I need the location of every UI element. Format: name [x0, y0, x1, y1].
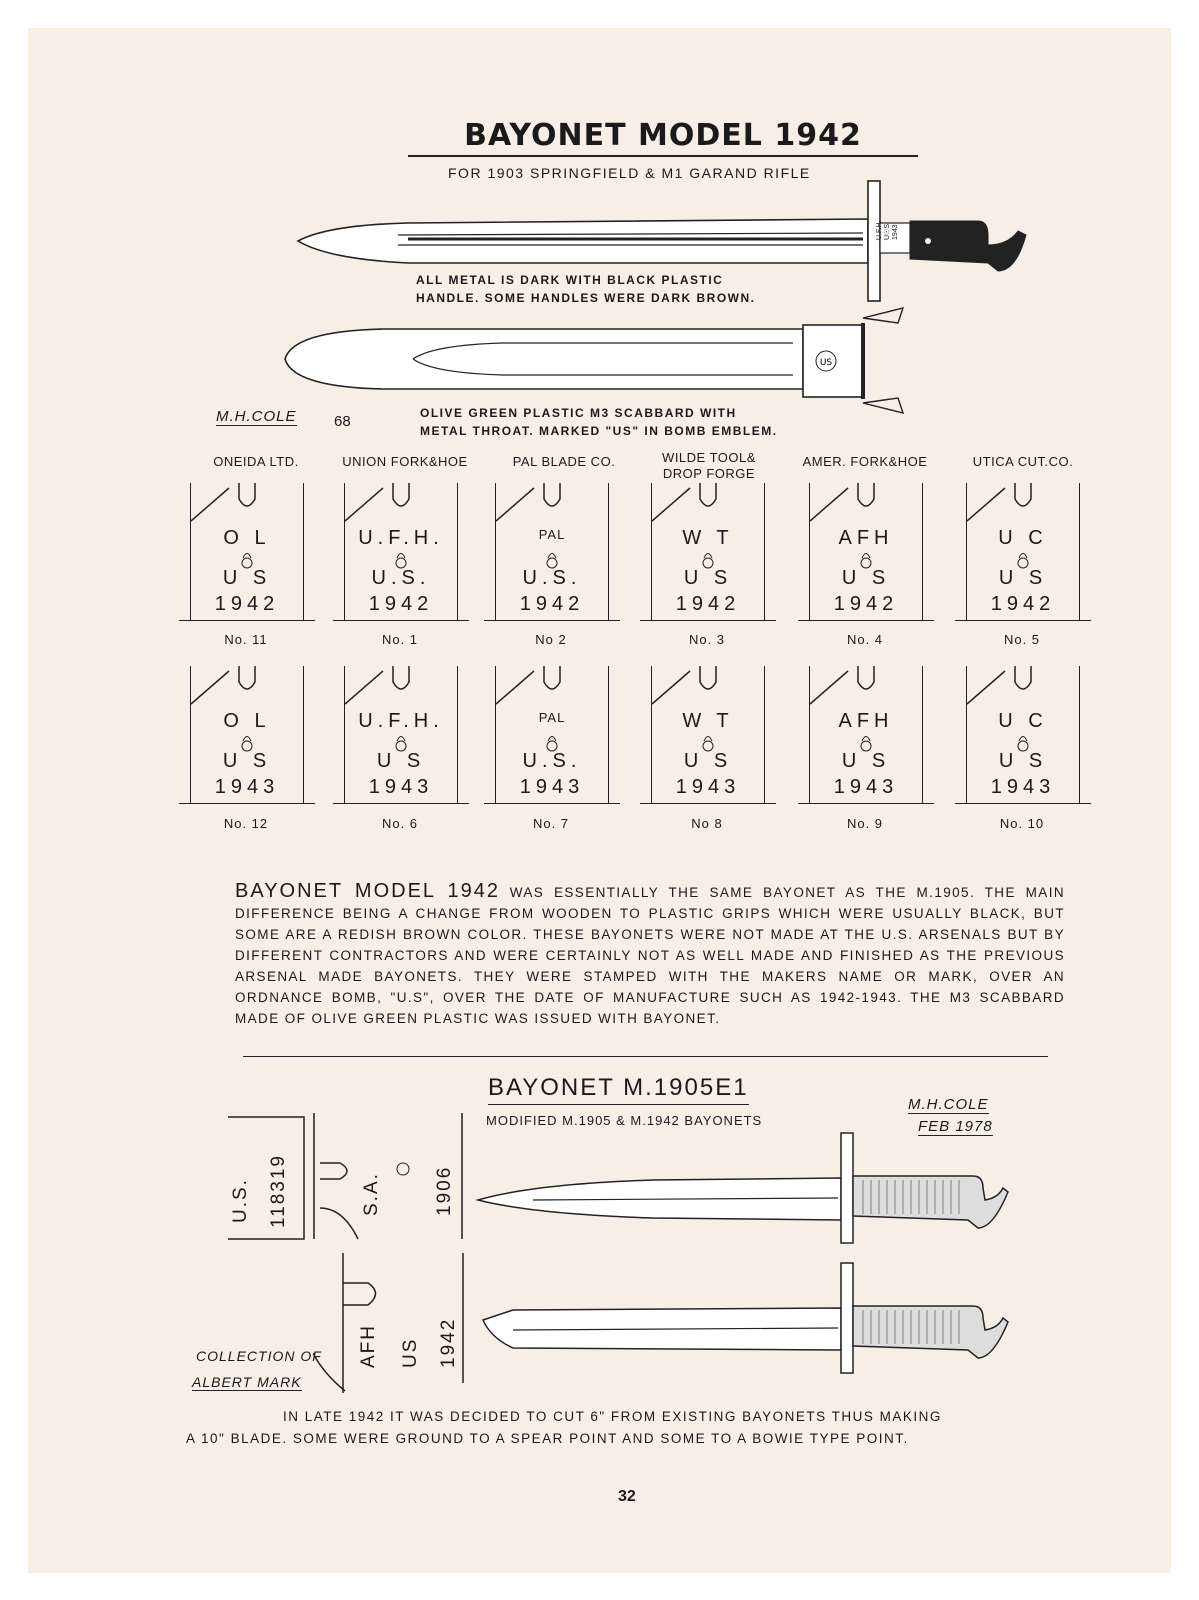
paragraph-body: WAS ESSENTIALLY THE SAME BAYONET AS THE M.1905. THE MAIN DIFFERENCE BEING A CHANGE FROM WOODEN TO PLASTIC GRIPS WHICH WERE USUALLY BLACK, BUT SOME ARE A REDISH BROWN COLOR. THESE BAYONETS WERE NOT MADE AT THE U.S. ARSENALS BUT BY DIFFERENT CONTRACTORS AND WERE CERTAINLY NOT AS WELL MADE AND FINISHED AS THE PREVIOUS ARSENAL MADE BAYONETS. THEY WERE STAMPED WITH THE MAKERS NAME OR MARK, OVER AN ORDNANCE BOMB, "U.S", OVER THE DATE OF MANUFACTURE SUCH AS 1942-1943. THE M3 SCABBARD MADE OF OLIVE GREEN PLASTIC WAS ISSUED WITH BAYONET. — [235, 885, 1065, 1026]
collection-label: COLLECTION OF — [196, 1348, 322, 1364]
ordnance-bomb-icon — [391, 549, 411, 569]
stamp-number: No. 7 — [532, 816, 570, 831]
ordnance-bomb-icon — [1013, 732, 1033, 752]
stamp-1943-wilde: W T U S 1943 — [651, 666, 765, 804]
svg-text:US: US — [819, 358, 833, 368]
section-subtitle: MODIFIED M.1905 & M.1942 BAYONETS — [486, 1113, 763, 1128]
stamp-number: No. 5 — [1003, 632, 1041, 647]
ordnance-bomb-icon — [237, 732, 257, 752]
stamp-number: No 8 — [691, 816, 723, 831]
stamp-1942-oneida: O L U S 1942 — [190, 483, 304, 621]
stamp-number: No. 6 — [381, 816, 419, 831]
scabbard-note: OLIVE GREEN PLASTIC M3 SCABBARD WITH METAL THROAT. MARKED "US" IN BOMB EMBLEM. — [420, 406, 778, 438]
page-number: 32 — [618, 1488, 636, 1505]
maker-amer-fork-hoe: AMER. FORK&HOE — [802, 454, 928, 469]
stamp-1943-pal: PAL U.S. 1943 — [495, 666, 609, 804]
marking-year: 1906 — [434, 1165, 455, 1216]
stamp-number: No. 4 — [846, 632, 884, 647]
stamp-1942-pal: PAL U.S. 1942 — [495, 483, 609, 621]
blade-marking: U.F.H. U☉S 1943 — [876, 220, 899, 240]
author-signature: M.H.COLE — [216, 408, 297, 425]
stamp-1943-utica: U C U S 1943 — [966, 666, 1080, 804]
closing-line-2: A 10" BLADE. SOME WERE GROUND TO A SPEAR POINT AND SOME TO A BOWIE TYPE POINT. — [186, 1431, 909, 1446]
maker-oneida: ONEIDA LTD. — [213, 454, 299, 469]
ordnance-bomb-icon — [391, 732, 411, 752]
signature-date: FEB 1978 — [918, 1118, 993, 1135]
marking-sa: S.A. — [361, 1172, 382, 1216]
ordnance-bomb-icon — [542, 549, 562, 569]
maker-wilde-tool: WILDE TOOL& DROP FORGE — [662, 450, 756, 481]
maker-pal-blade: PAL BLADE CO. — [512, 454, 616, 469]
ordnance-bomb-icon — [698, 549, 718, 569]
stamp-number: No. 11 — [224, 632, 268, 647]
section-divider — [243, 1056, 1048, 1057]
closing-line-1: IN LATE 1942 IT WAS DECIDED TO CUT 6" FROM EXISTING BAYONETS THUS MAKING — [283, 1409, 942, 1424]
stamp-1942-utica: U C U S 1942 — [966, 483, 1080, 621]
catalog-page — [28, 28, 1171, 1573]
paragraph-lead: BAYONET MODEL 1942 — [235, 880, 500, 902]
page-subtitle: FOR 1903 SPRINGFIELD & M1 GARAND RIFLE — [448, 165, 811, 181]
stamp-number: No. 3 — [688, 632, 726, 647]
maker-utica-cut: UTICA CUT.CO. — [972, 454, 1074, 469]
stamp-1942-wilde: W T U S 1942 — [651, 483, 765, 621]
stamp-1942-amer: AFH U S 1942 — [809, 483, 923, 621]
stamp-1942-union: U.F.H. U.S. 1942 — [344, 483, 458, 621]
stamp-number: No. 1 — [381, 632, 419, 647]
stamp-number: No. 10 — [999, 816, 1045, 831]
marking-sa-1906 — [228, 1113, 468, 1243]
stamp-number: No 2 — [535, 632, 567, 647]
ordnance-bomb-icon — [856, 549, 876, 569]
bayonet-note: ALL METAL IS DARK WITH BLACK PLASTIC HANDLE. SOME HANDLES WERE DARK BROWN. — [416, 273, 756, 305]
collection-owner: ALBERT MARK — [192, 1374, 302, 1390]
ordnance-bomb-icon — [1013, 549, 1033, 569]
page-title: BAYONET MODEL 1942 — [408, 118, 918, 157]
marking-afh: AFH — [358, 1324, 379, 1368]
signature-name: M.H.COLE — [908, 1096, 989, 1113]
ordnance-bomb-icon — [698, 732, 718, 752]
marking-b-year: 1942 — [438, 1317, 459, 1368]
description-paragraph — [235, 881, 1065, 1029]
marking-b-us: US — [400, 1337, 421, 1368]
section-title: BAYONET M.1905E1 — [488, 1074, 749, 1105]
maker-union-fork-hoe: UNION FORK&HOE — [342, 454, 468, 469]
ordnance-bomb-icon — [237, 549, 257, 569]
stamp-1943-oneida: O L U S 1943 — [190, 666, 304, 804]
marking-serial: 118319 — [268, 1154, 289, 1228]
ordnance-bomb-icon — [542, 732, 562, 752]
stamp-1943-union: U.F.H. U S 1943 — [344, 666, 458, 804]
bowie-point-bayonet-illustration — [473, 1258, 1013, 1378]
spear-point-bayonet-illustration — [473, 1128, 1013, 1248]
stamp-number: No. 9 — [846, 816, 884, 831]
marking-us: U.S. — [230, 1178, 251, 1223]
stamp-1943-amer: AFH U S 1943 — [809, 666, 923, 804]
ordnance-bomb-icon — [856, 732, 876, 752]
stamp-number: No. 12 — [223, 816, 269, 831]
signature-number: 68 — [334, 413, 351, 430]
